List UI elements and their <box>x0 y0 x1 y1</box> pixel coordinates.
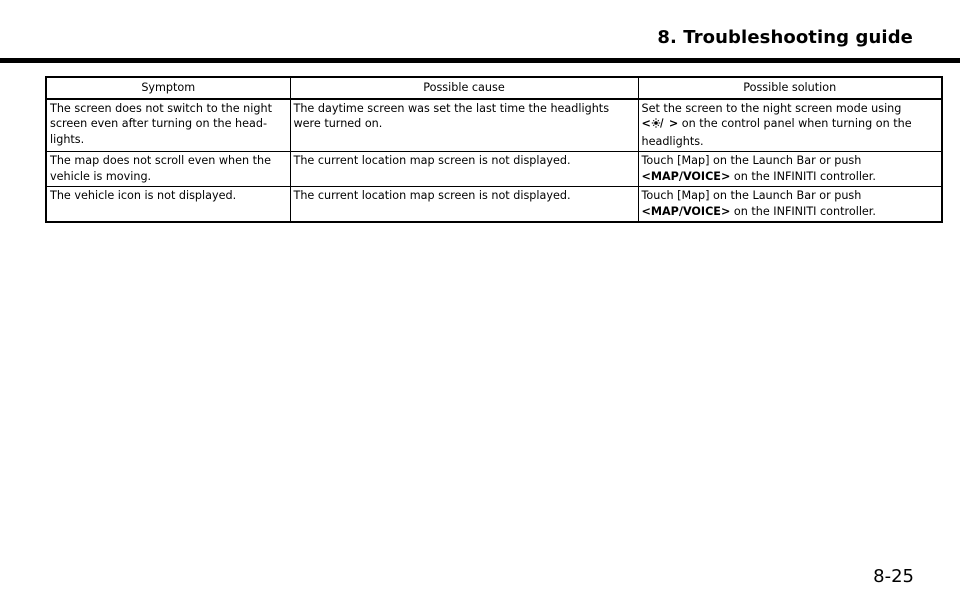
cause-cell: The daytime screen was set the last time the headlights were turned on. <box>290 99 638 152</box>
map-voice-key: <MAP/VOICE> <box>641 204 731 218</box>
symptom-cell: The vehicle icon is not displayed. <box>46 187 290 223</box>
solution-text: Touch [Map] on the Launch Bar or push <box>641 189 862 202</box>
table-row <box>46 187 942 223</box>
solution-text: on the INFINITI controller. <box>730 169 876 183</box>
table-row <box>46 99 942 152</box>
map-voice-key: <MAP/VOICE> <box>641 169 731 183</box>
day-night-key <box>642 117 679 130</box>
header-rule <box>0 58 960 63</box>
chapter-title: 8. Troubleshooting guide <box>657 27 913 48</box>
solution-cell <box>638 152 942 187</box>
solution-cell <box>638 187 942 223</box>
symptom-cell: The screen does not switch to the night screen even after turning on the head-lights. <box>46 99 290 152</box>
solution-text: on the INFINITI controller. <box>730 204 876 218</box>
key-bracket-close: > <box>668 117 679 130</box>
symptom-cell: The map does not scroll even when the vehicle is moving. <box>46 152 290 187</box>
cause-cell: The current location map screen is not displayed. <box>290 152 638 187</box>
solution-text: Touch [Map] on the Launch Bar or push <box>641 154 862 167</box>
table-header-row <box>46 77 942 99</box>
troubleshooting-table <box>45 76 943 223</box>
column-header-possible-solution: Possible solution <box>638 77 942 99</box>
cause-cell: The current location map screen is not displayed. <box>290 187 638 223</box>
day-night-icon <box>651 117 669 134</box>
solution-text: on the control panel when turning on the headlights. <box>641 117 912 148</box>
solution-text: Set the screen to the night screen mode using <box>641 101 902 115</box>
table-row <box>46 152 942 187</box>
solution-cell <box>638 99 942 152</box>
key-bracket-open: < <box>641 117 651 130</box>
column-header-possible-cause: Possible cause <box>290 77 638 99</box>
column-header-symptom: Symptom <box>46 77 290 99</box>
page-number: 8-25 <box>873 566 914 587</box>
